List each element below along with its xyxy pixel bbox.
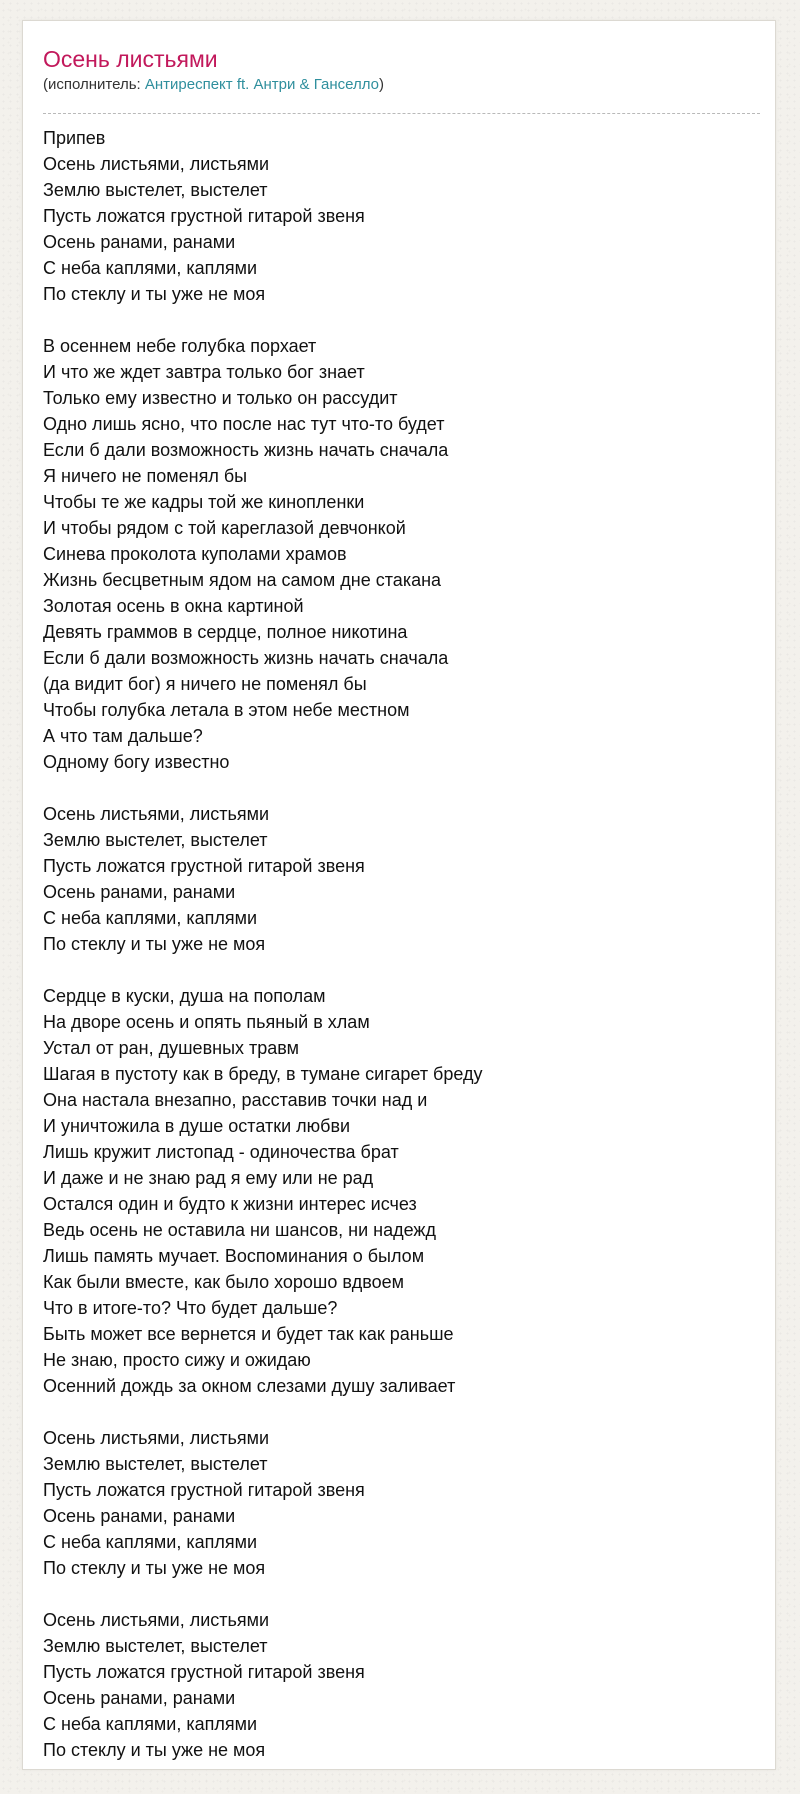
stanza-1	[43, 125, 763, 307]
lyric-line: Осень листьями, листьями	[43, 1428, 270, 1448]
lyrics-text	[43, 125, 763, 1763]
lyric-line: Синева проколота куполами храмов	[43, 544, 347, 564]
lyric-line: Как были вместе, как было хорошо вдвоем	[43, 1272, 405, 1292]
header-divider	[43, 113, 760, 114]
lyric-line: По стеклу и ты уже не моя	[43, 1740, 266, 1760]
lyric-line: Припев	[43, 128, 106, 148]
lyric-line: Одному богу известно	[43, 752, 230, 772]
lyric-line: По стеклу и ты уже не моя	[43, 284, 266, 304]
lyric-line: Пусть ложатся грустной гитарой звеня	[43, 856, 365, 876]
performer-prefix: (исполнитель:	[43, 76, 145, 93]
lyric-line: А что там дальше?	[43, 726, 203, 746]
lyric-line: Жизнь бесцветным ядом на самом дне стакана	[43, 570, 442, 590]
artist-link[interactable]: Антиреспект ft. Антри & Ганселло	[144, 76, 379, 93]
lyric-line: Она настала внезапно, расставив точки над и	[43, 1090, 428, 1110]
lyric-line: Осень ранами, ранами	[43, 232, 236, 252]
lyric-line: Лишь память мучает. Воспоминания о былом	[43, 1246, 425, 1266]
performer-suffix: )	[379, 76, 384, 93]
stanza-4	[43, 983, 763, 1399]
lyric-line: Сердце в куски, душа на пополам	[43, 986, 326, 1006]
stanza-6	[43, 1607, 763, 1763]
lyric-line: Осень листьями, листьями	[43, 1610, 270, 1630]
lyric-line: Пусть ложатся грустной гитарой звеня	[43, 1662, 365, 1682]
lyric-line: И чтобы рядом с той кареглазой девчонкой	[43, 518, 406, 538]
lyric-line: И даже и не знаю рад я ему или не рад	[43, 1168, 374, 1188]
lyric-line: С неба каплями, каплями	[43, 1714, 258, 1734]
lyric-line: Золотая осень в окна картиной	[43, 596, 304, 616]
lyric-line: С неба каплями, каплями	[43, 908, 258, 928]
lyric-line: Девять граммов в сердце, полное никотина	[43, 622, 408, 642]
performer-line	[43, 75, 760, 95]
lyric-line: Только ему известно и только он рассудит	[43, 388, 398, 408]
lyric-line: На дворе осень и опять пьяный в хлам	[43, 1012, 370, 1032]
lyric-line: Чтобы голубка летала в этом небе местном	[43, 700, 410, 720]
lyric-line: Землю выстелет, выстелет	[43, 180, 268, 200]
lyric-line: С неба каплями, каплями	[43, 258, 258, 278]
lyric-line: Если б дали возможность жизнь начать сначала	[43, 440, 449, 460]
lyric-line: Пусть ложатся грустной гитарой звеня	[43, 206, 365, 226]
lyric-line: С неба каплями, каплями	[43, 1532, 258, 1552]
lyric-line: Осень ранами, ранами	[43, 882, 236, 902]
lyric-line: Землю выстелет, выстелет	[43, 830, 268, 850]
lyric-line: По стеклу и ты уже не моя	[43, 1558, 266, 1578]
lyric-line: В осеннем небе голубка порхает	[43, 336, 317, 356]
song-title: Осень листьями	[43, 46, 218, 72]
lyric-line: Я ничего не поменял бы	[43, 466, 248, 486]
lyric-line: Землю выстелет, выстелет	[43, 1454, 268, 1474]
lyric-line: Осень ранами, ранами	[43, 1506, 236, 1526]
lyric-line: Что в итоге-то? Что будет дальше?	[43, 1298, 338, 1318]
lyric-line: Осень листьями, листьями	[43, 804, 270, 824]
lyric-line: По стеклу и ты уже не моя	[43, 934, 266, 954]
song-header	[43, 45, 760, 95]
lyric-line: Не знаю, просто сижу и ожидаю	[43, 1350, 311, 1370]
lyric-line: Остался один и будто к жизни интерес исчез	[43, 1194, 417, 1214]
lyrics-card	[22, 20, 776, 1770]
lyric-line: Если б дали возможность жизнь начать сначала	[43, 648, 449, 668]
lyric-line: Устал от ран, душевных травм	[43, 1038, 300, 1058]
stanza-5	[43, 1425, 763, 1581]
lyric-line: Лишь кружит листопад - одиночества брат	[43, 1142, 399, 1162]
lyric-line: Быть может все вернется и будет так как раньше	[43, 1324, 454, 1344]
lyric-line: (да видит бог) я ничего не поменял бы	[43, 674, 367, 694]
lyric-line: Шагая в пустоту как в бреду, в тумане сигарет бреду	[43, 1064, 483, 1084]
lyric-line: Одно лишь ясно, что после нас тут что-то будет	[43, 414, 445, 434]
lyric-line: Осень листьями, листьями	[43, 154, 270, 174]
lyric-line: И что же ждет завтра только бог знает	[43, 362, 365, 382]
lyric-line: Пусть ложатся грустной гитарой звеня	[43, 1480, 365, 1500]
lyric-line: Осенний дождь за окном слезами душу заливает	[43, 1376, 456, 1396]
lyric-line: Землю выстелет, выстелет	[43, 1636, 268, 1656]
lyric-line: Ведь осень не оставила ни шансов, ни надежд	[43, 1220, 436, 1240]
lyric-line: Осень ранами, ранами	[43, 1688, 236, 1708]
stanza-3	[43, 801, 763, 957]
stanza-2	[43, 333, 763, 775]
lyric-line: Чтобы те же кадры той же кинопленки	[43, 492, 365, 512]
lyric-line: И уничтожила в душе остатки любви	[43, 1116, 351, 1136]
